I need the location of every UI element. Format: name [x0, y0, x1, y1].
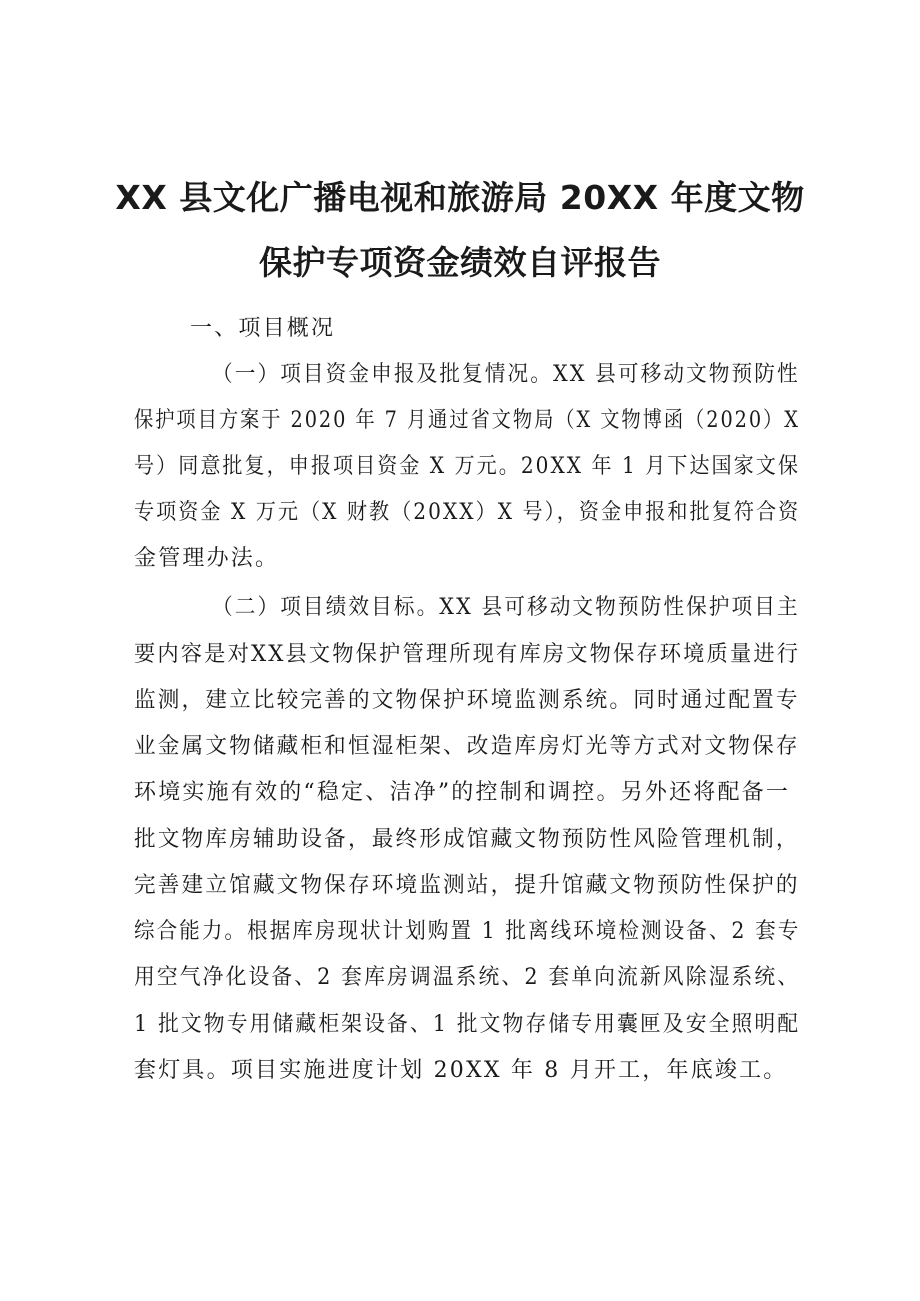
paragraph-2-line: 用空气净化设备、2 套库房调温系统、2 套单向流新风除湿系统、 — [134, 965, 801, 990]
paragraph-1-line: 金管理办法。 — [134, 546, 280, 571]
paragraph-2-line: 套灯具。项目实施进度计划 20XX 年 8 月开工，年底竣工。 — [134, 1058, 788, 1083]
paragraph-2-line: 要内容是对XX县文物保护管理所现有库房文物保存环境质量进行 — [134, 642, 801, 667]
paragraph-2-line: 完善建立馆藏文物保存环境监测站，提升馆藏文物预防性保护的 — [134, 873, 800, 898]
paragraph-2-line: （二）项目绩效目标。XX 县可移动文物预防性保护项目主 — [212, 595, 800, 620]
report-title-line-2: 保护专项资金绩效自评报告 — [259, 243, 661, 282]
paragraph-2-line: 监测，建立比较完善的文物保护环境监测系统。同时通过配置专 — [134, 688, 800, 713]
paragraph-2-line: 1 批文物专用储藏柜架设备、1 批文物存储专用囊匣及安全照明配 — [134, 1012, 801, 1037]
paragraph-1-line: 保护项目方案于 2020 年 7 月通过省文物局（X 文物博函（2020）X — [134, 408, 800, 433]
paragraph-2-line: 环境实施有效的“稳定、洁净”的控制和调控。另外还将配备一 — [134, 780, 791, 805]
paragraph-1-line: 专项资金 X 万元（X 财教（20XX）X 号），资金申报和批复符合资 — [134, 500, 801, 525]
paragraph-2-line: 综合能力。根据库房现状计划购置 1 批离线环境检测设备、2 套专 — [134, 919, 801, 944]
paragraph-2-line: 批文物库房辅助设备，最终形成馆藏文物预防性风险管理机制， — [134, 827, 800, 852]
paragraph-2-line: 业金属文物储藏柜和恒湿柜架、改造库房灯光等方式对文物保存 — [134, 734, 800, 759]
section-heading: 一、项目概况 — [190, 316, 336, 341]
paragraph-1-line: （一）项目资金申报及批复情况。XX 县可移动文物预防性 — [212, 362, 800, 387]
report-title-line-1: XX 县文化广播电视和旅游局 20XX 年度文物 — [115, 178, 805, 217]
paragraph-1-line: 号）同意批复，申报项目资金 X 万元。20XX 年 1 月下达国家文保 — [134, 454, 800, 479]
